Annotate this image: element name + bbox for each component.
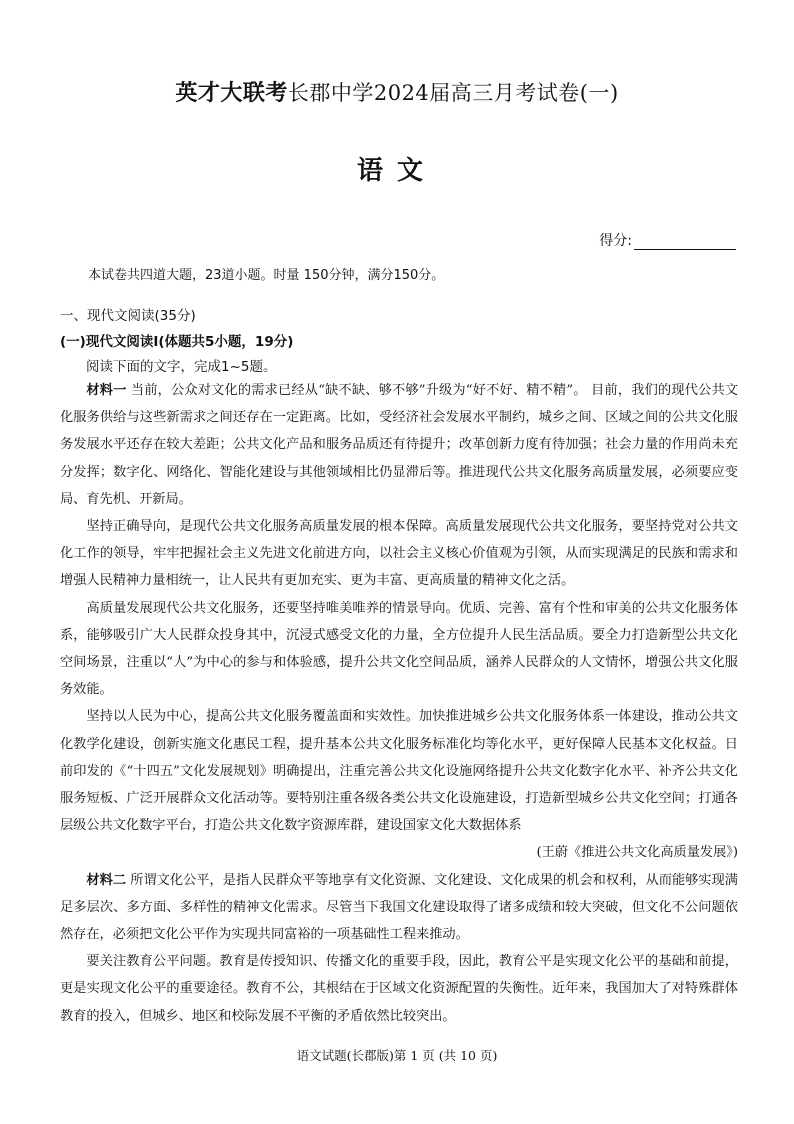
page-footer: 语文试题(长郡版)第 1 页 (共 10 页) [296, 1048, 498, 1063]
material-1-text-1: 当前，公众对文化的需求已经从“缺不缺、够不够”升级为“好不好、精不精”。 目前，我们的现代公共文化服务供给与这些新需求之间还存在一定距离。比如，受经济社会发展水平制约，城乡之间、区域之间的公共文化服务发展水平还存在较大差距；公共文化产品和服务品质还有待提升；改革创新力度有待加强；社会力量的作用尚未充分发挥；数字化、网络化、智能化建设与其他领域相比仍显滞后等。推进现代公共文化服务高质量发展，必须要应变局、育先机、开新局。 [60, 383, 739, 507]
reading-passage [60, 377, 738, 1030]
material-2-label: 材料二 [86, 872, 127, 888]
material-1-label: 材料一 [86, 383, 127, 398]
score-label: 得分: [599, 233, 632, 249]
material-2-text-1: 所谓文化公平，是指人民群众平等地享有文化资源、文化建设、文化成果的机会和权利，从而能够实现满足多层次、多方面、多样性的精神文化需求。尽管当下我国文化建设取得了诸多成绩和较大突破，但文化不公问题依然存在，必须把文化公平作为实现共同富裕的一项基础性工程来推动。 [60, 872, 738, 943]
exam-series: 英才大联考 [175, 81, 288, 106]
reading-instruction: 阅读下面的文字，完成1~5题。 [86, 359, 277, 375]
material-1-paragraph-4: 坚持以人民为中心，提高公共文化服务覆盖面和实效性。加快推进城乡公共文化服务体系一体建设，推动公共文化教学化建设，创新实施文化惠民工程，提升基本公共文化服务标准化均等化水平，更好保障人民基本文化权益。日前印发的《“十四五”文化发展规划》明确提出，注重完善公共文化设施网络提升公共文化数字化水平、补齐公共文化服务短板、广泛开展群众文化活动等。要特别注重各级各类公共文化设施建设，打造新型城乡公共文化空间；打通各层级公共文化数字平台，打造公共文化数字资源库群，建设国家文化大数据体系 [60, 709, 738, 834]
material-1-paragraph-1 [60, 377, 738, 513]
exam-title-text: 长郡中学2024届高三月考试卷(一) [287, 81, 619, 105]
material-2-paragraph-1 [60, 867, 738, 949]
material-2-paragraph-2: 要关注教育公平问题。教育是传授知识、传播文化的重要手段，因此，教育公平是实现文化公平的基础和前提，更是实现文化公平的重要途径。教育不公，其根结在于区域文化资源配置的失衡性。近年来，我国加大了对特殊群体教育的投入，但城乡、地区和校际发展不平衡的矛盾依然比较突出。 [60, 954, 738, 1024]
exam-title [0, 76, 794, 107]
section-1-title: 一、现代文阅读(35分) [60, 308, 196, 324]
material-1-paragraph-3: 高质量发展现代公共文化服务，还要坚持唯美唯养的情景导向。优质、完善、富有个性和审美的公共文化服务体系，能够吸引广大人民群众投身其中，沉浸式感受文化的力量，全方位提升人民生活品质。要全力打造新型公共文化空间场景，注重以“人”为中心的参与和体验感，提升公共文化空间品质，涵养人民群众的人文情怀，增强公共文化服务效能。 [60, 600, 738, 698]
score-blank-line [634, 233, 736, 250]
material-1-source: (王蔚《推进公共文化高质量发展》) [536, 845, 738, 861]
material-1-paragraph-2: 坚持正确导向，是现代公共文化服务高质量发展的根本保障。高质量发展现代公共文化服务，要坚持党对公共文化工作的领导，牢牢把握社会主义先进文化前进方向，以社会主义核心价值观为引领，从而实现满足的民族和需求和增强人民精神力量相统一，让人民共有更加充实、更为丰富、更高质量的精神文化之活。 [60, 519, 738, 589]
section-1-subtitle: (一)现代文阅读Ⅰ(体题共5小题，19分) [60, 334, 294, 350]
exam-intro: 本试卷共四道大题，23道小题。时量 150分钟，满分150分。 [88, 268, 445, 283]
subject-title: 语文 [356, 156, 437, 186]
score-field [599, 230, 736, 250]
